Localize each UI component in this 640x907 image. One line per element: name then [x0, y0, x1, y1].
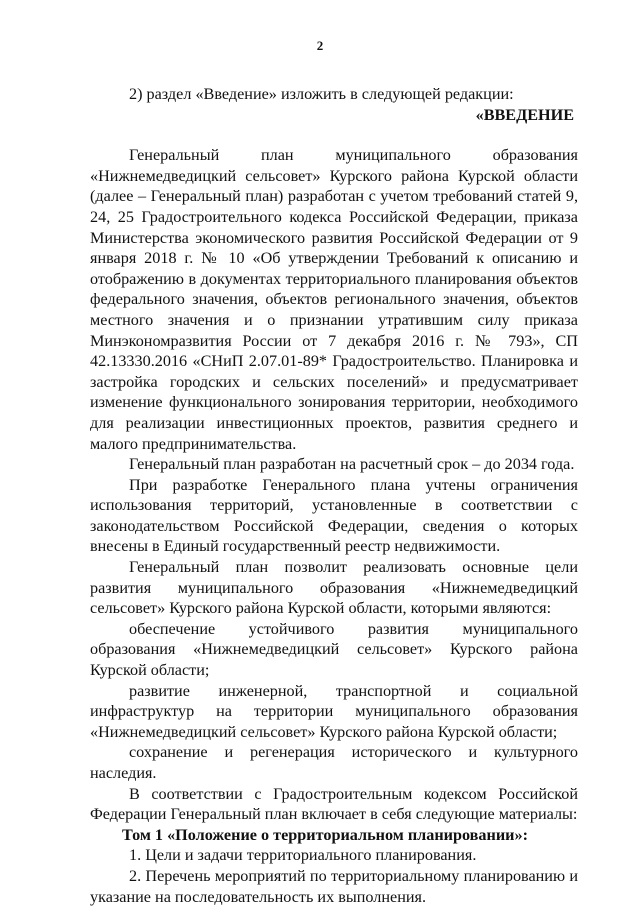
volume-item: 2. Перечень мероприятий по территориальному планированию и указание на последовательность их выполнения. [90, 866, 578, 906]
paragraph-intro: Генеральный план муниципального образования «Нижнемедведицкий сельсовет» Курского района Курской области (далее – Генеральный план) разработан с учетом требований статей 9, 24, 25 Градостроительного кодекса Российской Федерации, приказа Министерства экономического развития Российской Федерации от 9 января 2018 г. № 10 «Об утверждении Требований к описанию и отображению в документах территориального планирования объектов федерального значения, объектов регионального значения, объектов местного значения и о признании утратившим силу приказа Минэкономразвития России от 7 декабря 2016 г. № 793», СП 42.13330.2016 «СНиП 2.07.01-89* Градостроительство. Планировка и застройка городских и сельских поселений» и предусматривает изменение функционального зонирования территории, необходимого для реализации инвестиционных проектов, развития среднего и малого предпринимательства. [90, 146, 578, 453]
volume-heading: Том 1 «Положение о территориальном планировании»: [122, 825, 528, 844]
goal-item-sustainable: обеспечение устойчивого развития муниципального образования «Нижнемедведицкий сельсовет» Курского района Курской области; [90, 619, 578, 680]
volume-item: 1. Цели и задачи территориального планирования. [129, 846, 477, 865]
section-title: «ВВЕДЕНИЕ [475, 105, 574, 124]
paragraph-goals: Генеральный план позволит реализовать основные цели развития муниципального образования «Нижнемедведицкий сельсовет» Курского района Курской области, которыми являются: [90, 558, 578, 618]
goal-item-infrastructure: развитие инженерной, транспортной и социальной инфраструктур на территории муниципального образования «Нижнемедведицкий сельсовет» Курского района Курской области; [90, 681, 578, 741]
paragraph-materials: В соответствии с Градостроительным кодексом Российской Федерации Генеральный план включает в себя следующие материалы: [90, 784, 578, 824]
document-body [90, 84, 578, 907]
section-intro: 2) раздел «Введение» изложить в следующей редакции: [129, 85, 514, 103]
spacer [90, 125, 578, 145]
goal-item-heritage: сохранение и регенерация исторического и культурного наследия. [90, 743, 578, 782]
page-number: 2 [316, 38, 324, 53]
paragraph-term: Генеральный план разработан на расчетный срок – до 2034 года. [129, 455, 575, 474]
paragraph-restrictions: При разработке Генерального плана учтены ограничения использования территорий, установленные в соответствии с законодательством Российской Федерации, сведения о которых внесены в Единый государственный реестр недвижимости. [90, 475, 578, 556]
